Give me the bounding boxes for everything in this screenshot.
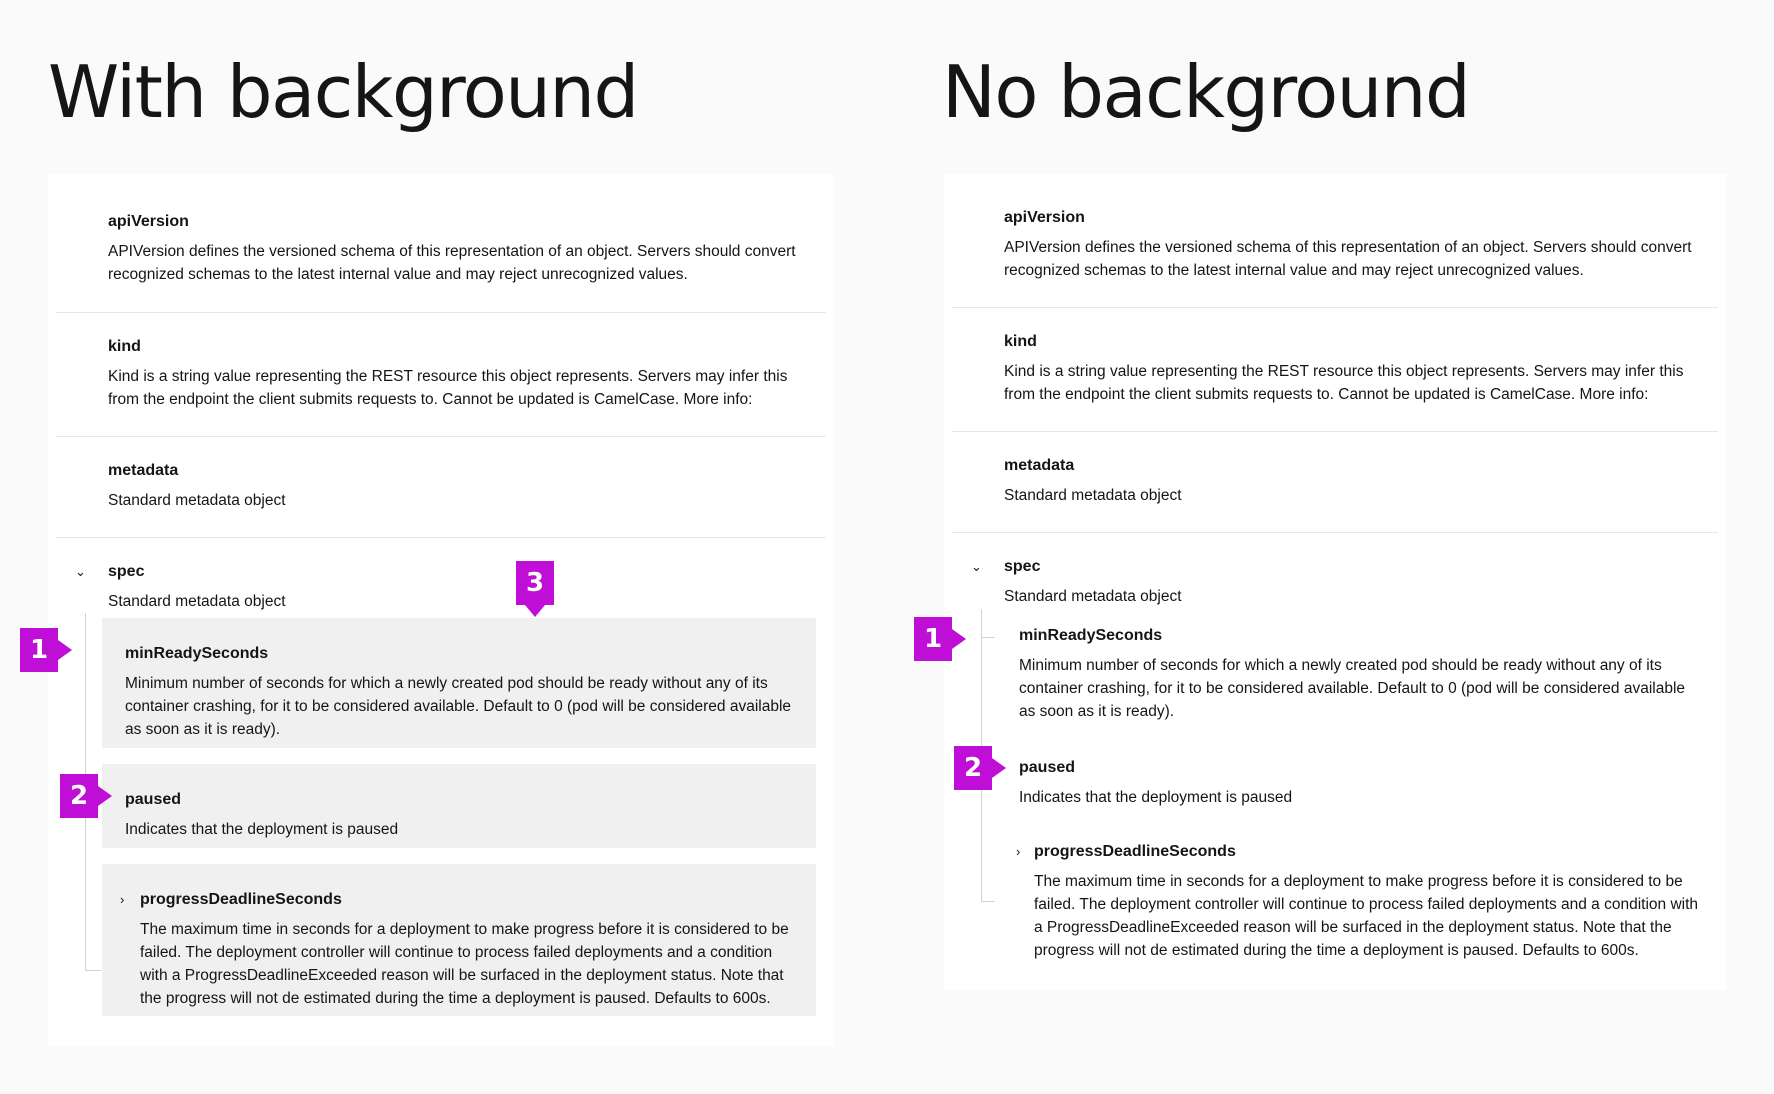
chevron-down-icon[interactable]: ⌄ bbox=[971, 559, 982, 574]
child-desc-progressdeadlineseconds: The maximum time in seconds for a deployment to make progress before it is considered to be failed. The deployment controller will continue to process failed deployments and a condition with a ProgressDeadlineExceeded reason will be surfaced in the deployment status. Note that the progress will not de estimated during the time a deployment is paused. Defaults to 600s. bbox=[1034, 873, 1699, 959]
child-name-progressdeadlineseconds[interactable]: progressDeadlineSeconds bbox=[1034, 843, 1236, 860]
child-name-paused: paused bbox=[1019, 759, 1076, 776]
field-name: minReadySeconds bbox=[125, 645, 269, 662]
child-name-minreadyseconds: minReadySeconds bbox=[1019, 627, 1163, 644]
child-card-paused bbox=[102, 764, 816, 848]
annotation-badge-1: 1 bbox=[914, 617, 952, 661]
field-kind bbox=[952, 308, 1718, 432]
field-name: metadata bbox=[108, 462, 179, 479]
tree-connector bbox=[981, 637, 995, 638]
child-card-minreadyseconds bbox=[102, 618, 816, 748]
child-desc-paused: Indicates that the deployment is paused bbox=[1019, 789, 1293, 806]
field-name: apiVersion bbox=[108, 213, 189, 230]
panel-with-background bbox=[48, 174, 834, 1046]
chevron-down-icon[interactable]: ⌄ bbox=[75, 564, 86, 579]
heading-with-background: With background bbox=[48, 50, 638, 134]
field-apiversion bbox=[952, 174, 1718, 308]
field-name: kind bbox=[108, 338, 141, 355]
field-kind bbox=[56, 313, 826, 437]
field-description: Kind is a string value representing the REST resource this object represents. Servers may infer this from the endpoint the client submits requests to. Cannot be updated is CamelCase. More info: bbox=[1004, 363, 1684, 403]
field-metadata bbox=[56, 437, 826, 538]
field-metadata bbox=[952, 432, 1718, 533]
chevron-right-icon[interactable]: › bbox=[120, 892, 125, 907]
annotation-badge-2: 2 bbox=[60, 774, 98, 818]
field-description: APIVersion defines the versioned schema of this representation of an object. Servers should convert recognized schemas to the latest internal value and may reject unrecognized values. bbox=[1004, 239, 1692, 279]
field-description: The maximum time in seconds for a deployment to make progress before it is considered to be failed. The deployment controller will continue to process failed deployments and a condition with a ProgressDeadlineExceeded reason will be surfaced in the deployment status. Note that the progress will not de estimated during the time a deployment is paused. Defaults to 600s. bbox=[140, 921, 789, 1007]
annotation-badge-2: 2 bbox=[954, 746, 992, 790]
field-description: Minimum number of seconds for which a newly created pod should be ready without any of its container crashing, for it to be considered available. Default to 0 (pod will be considered available as soon as it is ready). bbox=[125, 675, 792, 738]
tree-connector bbox=[981, 901, 995, 902]
field-description: Standard metadata object bbox=[1004, 588, 1182, 605]
field-description: Standard metadata object bbox=[108, 492, 286, 509]
field-description: Standard metadata object bbox=[1004, 487, 1182, 504]
field-name[interactable]: spec bbox=[108, 563, 145, 580]
annotation-badge-1: 1 bbox=[20, 628, 58, 672]
heading-no-background: No background bbox=[942, 50, 1470, 134]
field-description: APIVersion defines the versioned schema of this representation of an object. Servers should convert recognized schemas to the latest internal value and may reject unrecognized values. bbox=[108, 243, 796, 283]
field-description: Kind is a string value representing the REST resource this object represents. Servers may infer this from the endpoint the client submits requests to. Cannot be updated is CamelCase. More info: bbox=[108, 368, 788, 408]
field-description: Indicates that the deployment is paused bbox=[125, 821, 399, 838]
child-card-progressdeadlineseconds bbox=[102, 864, 816, 1016]
field-spec bbox=[56, 538, 826, 618]
annotation-badge-3: 3 bbox=[516, 561, 554, 605]
field-name: metadata bbox=[1004, 457, 1075, 474]
field-name[interactable]: progressDeadlineSeconds bbox=[140, 891, 342, 908]
field-apiversion bbox=[56, 174, 826, 313]
field-spec bbox=[952, 533, 1718, 613]
field-name: paused bbox=[125, 791, 182, 808]
chevron-right-icon[interactable]: › bbox=[1016, 844, 1021, 859]
child-desc-minreadyseconds: Minimum number of seconds for which a newly created pod should be ready without any of its container crashing, for it to be considered available. Default to 0 (pod will be considered available as soon as it is ready). bbox=[1019, 657, 1686, 720]
field-name: apiVersion bbox=[1004, 209, 1085, 226]
field-name[interactable]: spec bbox=[1004, 558, 1041, 575]
tree-connector bbox=[85, 970, 101, 971]
field-description: Standard metadata object bbox=[108, 593, 286, 610]
panel-no-background bbox=[944, 174, 1726, 990]
field-name: kind bbox=[1004, 333, 1037, 350]
